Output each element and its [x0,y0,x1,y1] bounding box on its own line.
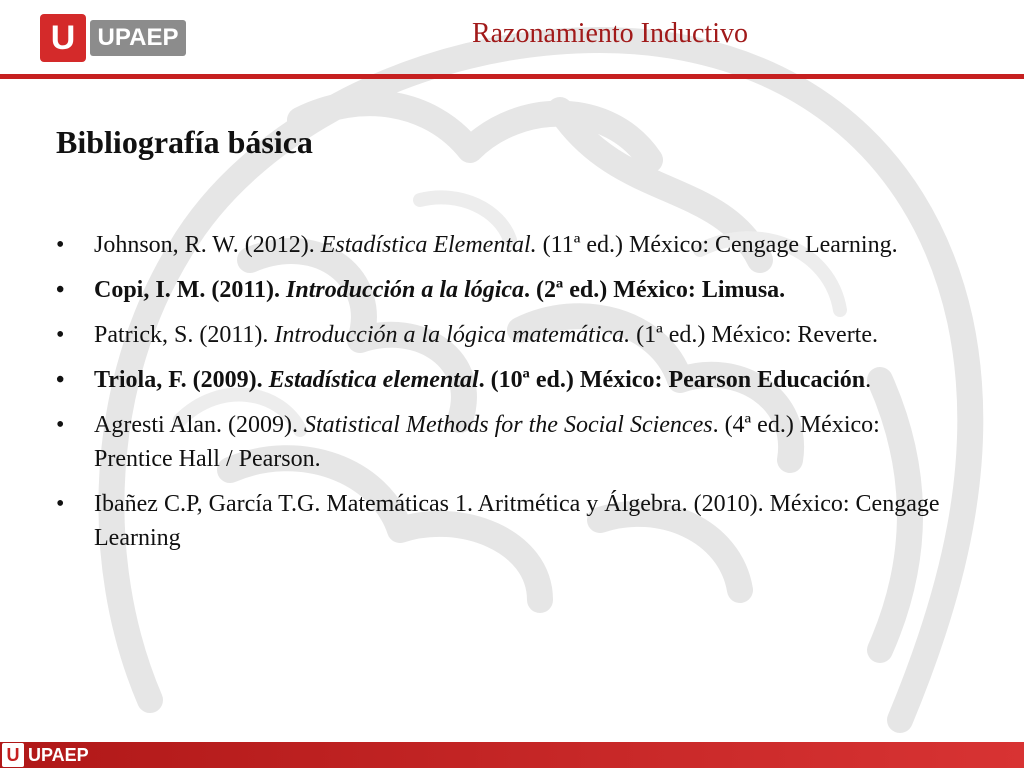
bullet-icon: • [56,491,65,517]
footer-logo-letter: U [2,743,24,767]
reference-text: . (10ª ed.) México: Pearson Educación [478,367,866,393]
bibliography-item [56,228,956,262]
bibliography-item [56,273,956,307]
slide-content [56,118,956,551]
reference-title: Statistical Methods for the Social Sciences [303,412,713,438]
course-title: Razonamiento Inductivo [471,18,748,49]
reference-text: Copi, I. M. (2011). [94,277,286,303]
bibliography-item [56,487,956,555]
bibliography-item [56,363,956,397]
logo-letter: U [40,14,86,62]
reference-text: (1ª ed.) México: Reverte. [630,322,879,348]
reference-text: (11ª ed.) México: Cengage Learning. [536,232,898,258]
bibliography-item [56,408,956,476]
reference-text: Ibañez C.P, García T.G. Matemáticas 1. Aritmética y Álgebra. (2010). México: Cengage Learning [94,491,940,551]
reference-text: . (2ª ed.) México: Limusa. [524,277,786,303]
reference-text: . (4ª ed.) México: Prentice Hall / Pearson. [94,412,880,472]
reference-text: Patrick, S. (2011). [94,322,275,348]
reference-title: Estadística Elemental. [320,232,537,258]
bullet-icon: • [56,412,65,438]
logo-name: UPAEP [90,20,186,56]
footer-logo-name: UPAEP [28,745,89,765]
bullet-icon: • [56,322,65,348]
bullet-icon: • [56,232,65,258]
reference-title: Introducción a la lógica matemática. [274,322,631,348]
slide-title: Bibliografía básica [56,124,313,160]
reference-text: Agresti Alan. (2009). [94,412,304,438]
slide-footer [0,742,1024,768]
reference-text: Johnson, R. W. (2012). [94,232,321,258]
bullet-icon: • [56,277,65,303]
header-divider [0,74,1024,79]
reference-title: Introducción a la lógica [286,277,525,303]
bibliography-item [56,318,956,352]
upaep-logo [40,14,190,62]
footer-logo [0,742,130,768]
bibliography-list [56,228,956,566]
bullet-icon: • [56,367,65,393]
reference-text: . [865,367,872,393]
slide-header [0,0,1024,78]
reference-title: Estadística elemental [268,367,479,393]
reference-text: Triola, F. (2009). [94,367,269,393]
